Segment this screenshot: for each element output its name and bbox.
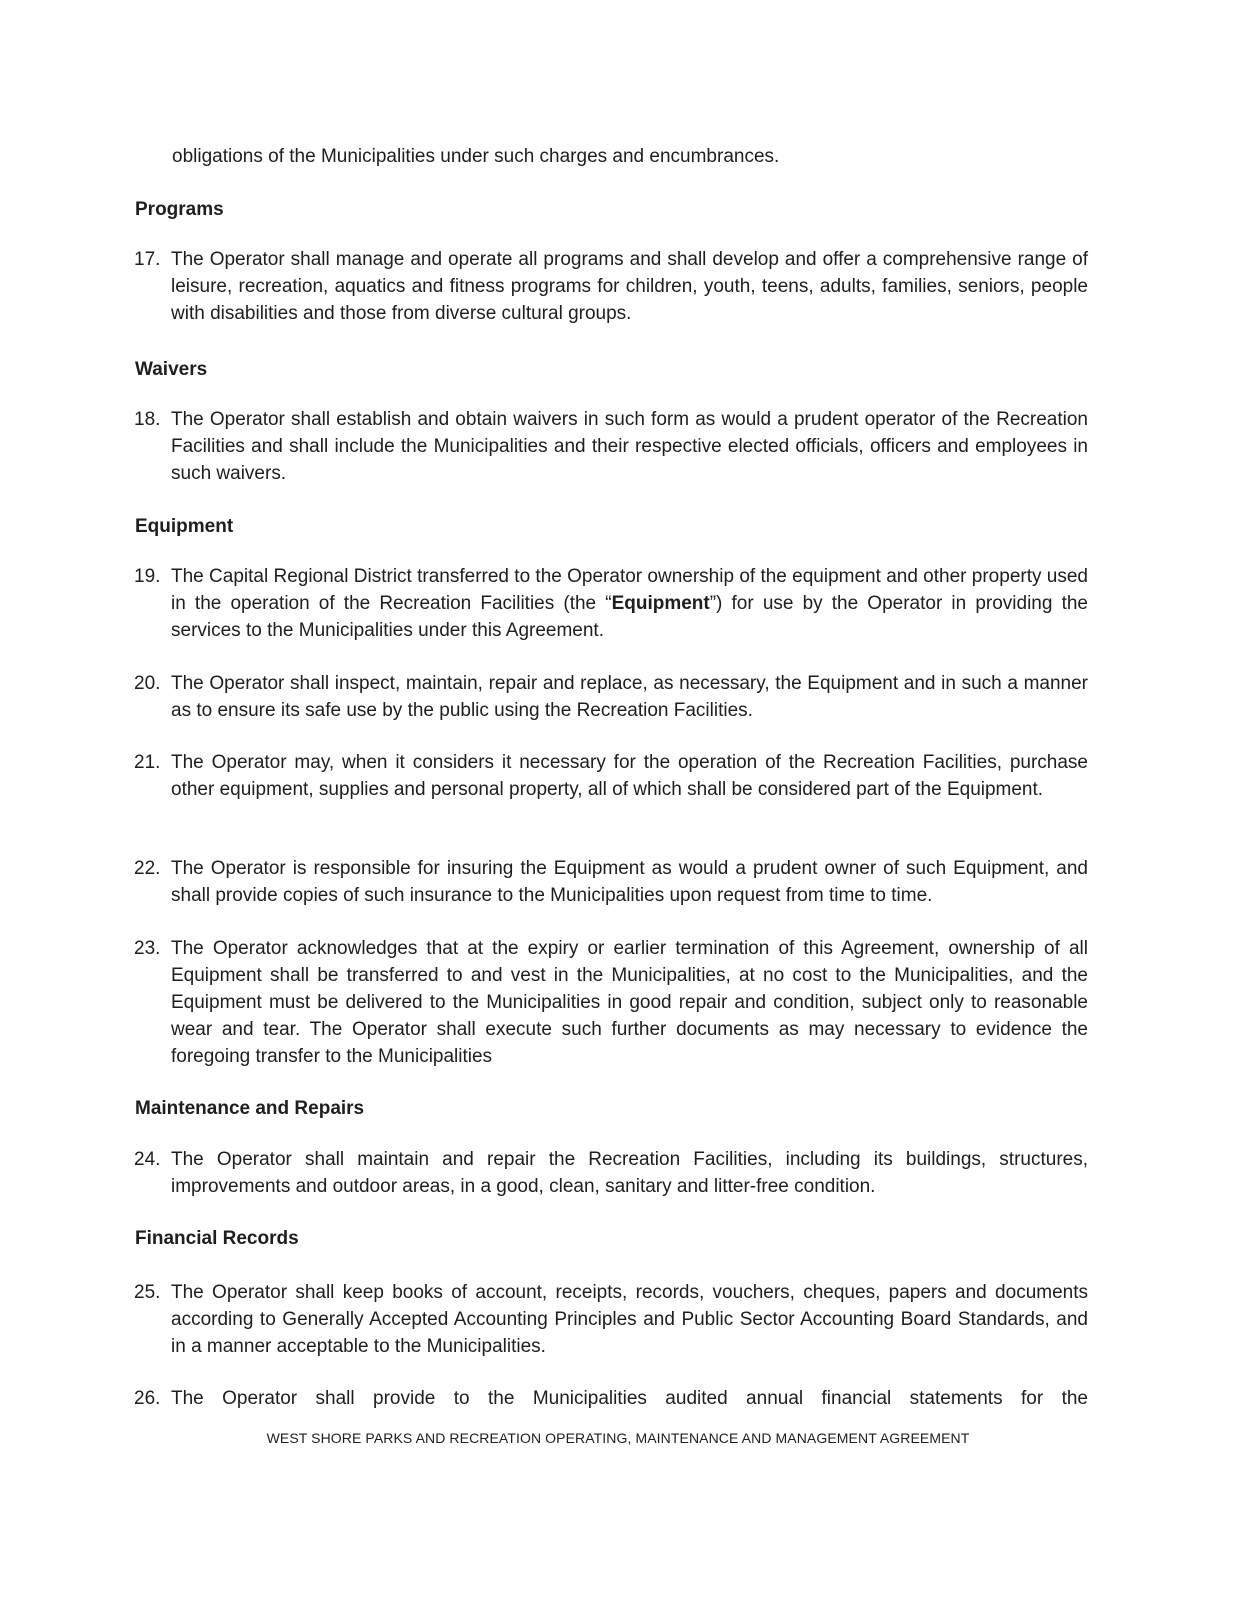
clause-24 <box>134 1146 1088 1200</box>
clause-number: 26. <box>134 1388 161 1409</box>
clause-text: The Operator is responsible for insuring the Equipment as would a prudent owner of such Equipment, and shall provide copies of such insurance to the Municipalities upon request from time to time. <box>171 858 1088 906</box>
clause-26 <box>134 1385 1088 1412</box>
section-heading-financial: Financial Records <box>135 1228 299 1249</box>
clause-25 <box>134 1279 1088 1360</box>
clause-text-part: ”) for use by the Operator in providing the services to the Municipalities under this Agreement. <box>171 593 1088 641</box>
defined-term-equipment: Equipment <box>611 593 710 614</box>
clause-22 <box>134 855 1088 909</box>
section-heading-waivers: Waivers <box>135 359 208 380</box>
clause-number: 19. <box>134 566 161 587</box>
clause-text: The Operator shall establish and obtain waivers in such form as would a prudent operator of the Recreation Facilities and shall include the Municipalities and their respective elected officials, officers and employees in such waivers. <box>171 409 1088 484</box>
section-heading-programs: Programs <box>135 199 224 220</box>
clause-number: 17. <box>134 249 161 270</box>
clause-23 <box>134 935 1088 1070</box>
clause-text <box>171 563 1088 644</box>
section-heading-maintenance: Maintenance and Repairs <box>135 1098 365 1119</box>
clause-text: The Operator shall provide to the Municipalities audited annual financial statements for the <box>171 1388 1088 1409</box>
clause-18 <box>134 406 1088 487</box>
clause-19 <box>134 563 1088 644</box>
clause-21 <box>134 749 1088 803</box>
clause-number: 20. <box>134 673 161 694</box>
clause-number: 23. <box>134 938 161 959</box>
page-footer: WEST SHORE PARKS AND RECREATION OPERATING, MAINTENANCE AND MANAGEMENT AGREEMENT <box>266 1430 970 1446</box>
clause-text: The Operator acknowledges that at the expiry or earlier termination of this Agreement, ownership of all Equipment shall be transferred to and vest in the Municipalities, at no cost to the Municipalities, and the Equipment must be delivered to the Municipalities in good repair and condition, subject only to reasonable wear and tear. The Operator shall execute such further documents as may necessary to evidence the foregoing transfer to the Municipalities <box>171 938 1088 1067</box>
continuation-text: obligations of the Municipalities under such charges and encumbrances. <box>172 146 780 167</box>
clause-number: 25. <box>134 1282 161 1303</box>
clause-text: The Operator shall manage and operate all programs and shall develop and offer a comprehensive range of leisure, recreation, aquatics and fitness programs for children, youth, teens, adults, families, seniors, people with disabilities and those from diverse cultural groups. <box>171 249 1088 324</box>
clause-number: 21. <box>134 752 161 773</box>
clause-17 <box>134 246 1088 327</box>
clause-20 <box>134 670 1088 724</box>
clause-number: 22. <box>134 858 161 879</box>
clause-text: The Operator shall keep books of account, receipts, records, vouchers, cheques, papers and documents according to Generally Accepted Accounting Principles and Public Sector Accounting Board Standards, and in a manner acceptable to the Municipalities. <box>171 1282 1088 1357</box>
clause-text-part: The Capital Regional District transferred to the Operator ownership of the equipment and other property used in the operation of the Recreation Facilities (the “ <box>171 566 1088 614</box>
clause-text: The Operator may, when it considers it necessary for the operation of the Recreation Facilities, purchase other equipment, supplies and personal property, all of which shall be considered part of the Equipment. <box>171 752 1088 800</box>
clause-number: 18. <box>134 409 161 430</box>
clause-text: The Operator shall maintain and repair the Recreation Facilities, including its buildings, structures, improvements and outdoor areas, in a good, clean, sanitary and litter-free condition. <box>171 1149 1088 1197</box>
section-heading-equipment: Equipment <box>135 516 234 537</box>
clause-text: The Operator shall inspect, maintain, repair and replace, as necessary, the Equipment and in such a manner as to ensure its safe use by the public using the Recreation Facilities. <box>171 673 1088 721</box>
clause-number: 24. <box>134 1149 161 1170</box>
